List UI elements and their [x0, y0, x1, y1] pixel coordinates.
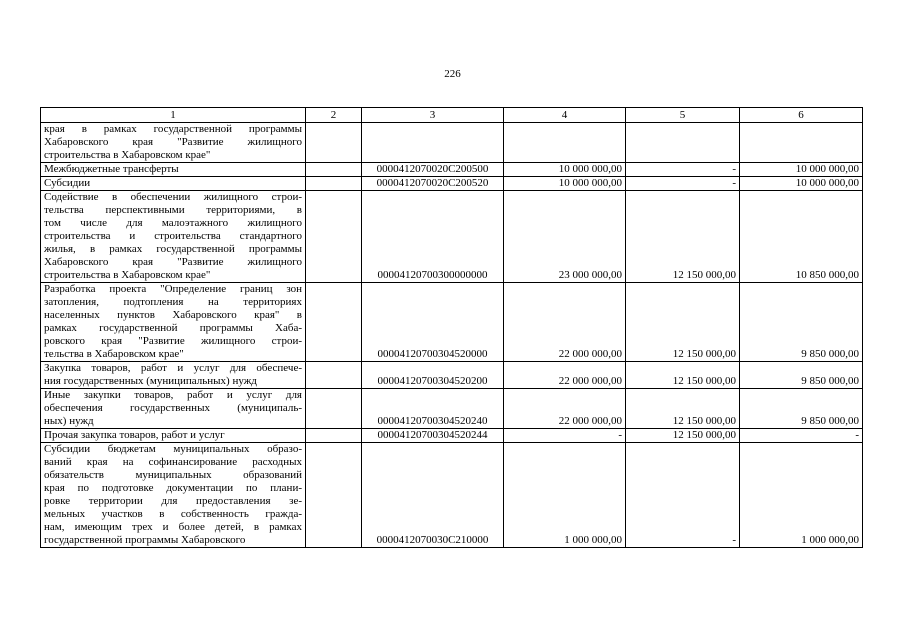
header-cell: 5: [626, 108, 740, 123]
table-row: [41, 443, 863, 548]
row-col6-cell: -: [740, 429, 863, 443]
row-name-line: Содействие в обеспечении жилищного строи-: [44, 191, 302, 203]
row-col4-cell: 10 000 000,00: [504, 163, 626, 177]
row-col6-cell: 9 850 000,00: [740, 283, 863, 362]
row-col4-cell: -: [504, 429, 626, 443]
row-name-cell: [41, 443, 306, 548]
row-name-cell: [41, 283, 306, 362]
row-name-cell: [41, 362, 306, 389]
header-cell: 3: [362, 108, 504, 123]
row-code-cell: 00004120700304520244: [362, 429, 504, 443]
page-number: 226: [444, 68, 461, 80]
row-col6-cell: 10 850 000,00: [740, 191, 863, 283]
row-name-line: нам, имеющим трех и более детей, в рамках: [44, 521, 302, 533]
row-col5-cell: 12 150 000,00: [626, 191, 740, 283]
row-name-line: тельства перспективными территориями, в: [44, 204, 302, 216]
row-col2-cell: [306, 429, 362, 443]
row-col5-cell: -: [626, 163, 740, 177]
row-col4-cell: 22 000 000,00: [504, 389, 626, 429]
row-col6-cell: 9 850 000,00: [740, 362, 863, 389]
row-name-line: Иные закупки товаров, работ и услуг для: [44, 389, 302, 401]
header-cell: 4: [504, 108, 626, 123]
row-name-line: ных) нужд: [44, 415, 94, 427]
table-row: [41, 191, 863, 283]
row-name-line: строительства и строительства стандартного: [44, 230, 302, 242]
row-name-line: Хабаровского края "Развитие жилищного: [44, 136, 302, 148]
row-col4-cell: 23 000 000,00: [504, 191, 626, 283]
table-row: [41, 177, 863, 191]
row-name-line: тельства в Хабаровском крае": [44, 348, 184, 360]
row-name-line: обеспечения государственных (муниципаль-: [44, 402, 302, 414]
table-row: [41, 389, 863, 429]
table-header-row: [41, 108, 863, 123]
row-col2-cell: [306, 123, 362, 163]
table-row: [41, 283, 863, 362]
row-name-line: ния государственных (муниципальных) нужд: [44, 375, 257, 387]
row-name-line: Хабаровского края "Развитие жилищного: [44, 256, 302, 268]
row-code-cell: 00004120700304520000: [362, 283, 504, 362]
row-name-cell: [41, 163, 306, 177]
row-col2-cell: [306, 191, 362, 283]
table-row: [41, 123, 863, 163]
row-col4-cell: 10 000 000,00: [504, 177, 626, 191]
header-cell: 6: [740, 108, 863, 123]
row-col6-cell: 10 000 000,00: [740, 163, 863, 177]
row-name-line: населенных пунктов Хабаровского края" в: [44, 309, 302, 321]
row-col5-cell: 12 150 000,00: [626, 389, 740, 429]
row-col5-cell: 12 150 000,00: [626, 283, 740, 362]
row-name-line: строительства в Хабаровском крае": [44, 269, 211, 281]
row-name-line: ровского края "Развитие жилищного строи-: [44, 335, 302, 347]
row-name-line: Субсидии бюджетам муниципальных образо-: [44, 443, 302, 455]
row-name-line: ровке территории для предоставления зе-: [44, 495, 302, 507]
row-code-cell: 0000412070020C200500: [362, 163, 504, 177]
row-code-cell: 00004120700304520240: [362, 389, 504, 429]
row-col6-cell: 9 850 000,00: [740, 389, 863, 429]
row-col2-cell: [306, 283, 362, 362]
row-name-cell: [41, 429, 306, 443]
row-name-cell: [41, 177, 306, 191]
row-col4-cell: [504, 123, 626, 163]
row-name-line: том числе для малоэтажного жилищного: [44, 217, 302, 229]
row-name-line: Межбюджетные трансферты: [44, 163, 179, 175]
row-name-line: жилья, в рамках государственной программы: [44, 243, 302, 255]
row-name-line: строительства в Хабаровском крае": [44, 149, 211, 161]
row-name-line: Прочая закупка товаров, работ и услуг: [44, 429, 225, 441]
row-col5-cell: 12 150 000,00: [626, 429, 740, 443]
row-col5-cell: -: [626, 177, 740, 191]
row-col2-cell: [306, 177, 362, 191]
row-name-line: Закупка товаров, работ и услуг для обеспече-: [44, 362, 302, 374]
row-name-line: затопления, подтопления на территориях: [44, 296, 302, 308]
row-name-cell: [41, 191, 306, 283]
row-name-line: мельных участков в собственность гражда-: [44, 508, 302, 520]
budget-table: [40, 107, 863, 548]
row-code-cell: [362, 123, 504, 163]
row-name-line: рамках государственной программы Хаба-: [44, 322, 302, 334]
row-name-cell: [41, 389, 306, 429]
row-name-line: ваний края на софинансирование расходных: [44, 456, 302, 468]
row-col6-cell: [740, 123, 863, 163]
row-col5-cell: -: [626, 443, 740, 548]
row-col5-cell: [626, 123, 740, 163]
row-code-cell: 0000412070030C210000: [362, 443, 504, 548]
row-col6-cell: 10 000 000,00: [740, 177, 863, 191]
table-row: [41, 163, 863, 177]
row-code-cell: 0000412070020C200520: [362, 177, 504, 191]
header-cell: 1: [41, 108, 306, 123]
row-name-line: края в рамках государственной программы: [44, 123, 302, 135]
row-col2-cell: [306, 163, 362, 177]
row-col2-cell: [306, 362, 362, 389]
header-cell: 2: [306, 108, 362, 123]
budget-table-body: [41, 108, 863, 548]
row-name-line: государственной программы Хабаровского: [44, 534, 246, 546]
row-name-line: обязательств муниципальных образований: [44, 469, 302, 481]
row-name-line: Субсидии: [44, 177, 91, 189]
row-col4-cell: 22 000 000,00: [504, 362, 626, 389]
row-col4-cell: 1 000 000,00: [504, 443, 626, 548]
row-col4-cell: 22 000 000,00: [504, 283, 626, 362]
row-col6-cell: 1 000 000,00: [740, 443, 863, 548]
row-code-cell: 00004120700304520200: [362, 362, 504, 389]
table-row: [41, 362, 863, 389]
row-col2-cell: [306, 389, 362, 429]
row-col5-cell: 12 150 000,00: [626, 362, 740, 389]
row-col2-cell: [306, 443, 362, 548]
row-name-line: Разработка проекта "Определение границ зон: [44, 283, 302, 295]
row-name-line: края по подготовке документации по плани-: [44, 482, 302, 494]
table-row: [41, 429, 863, 443]
row-name-cell: [41, 123, 306, 163]
row-code-cell: 00004120700300000000: [362, 191, 504, 283]
